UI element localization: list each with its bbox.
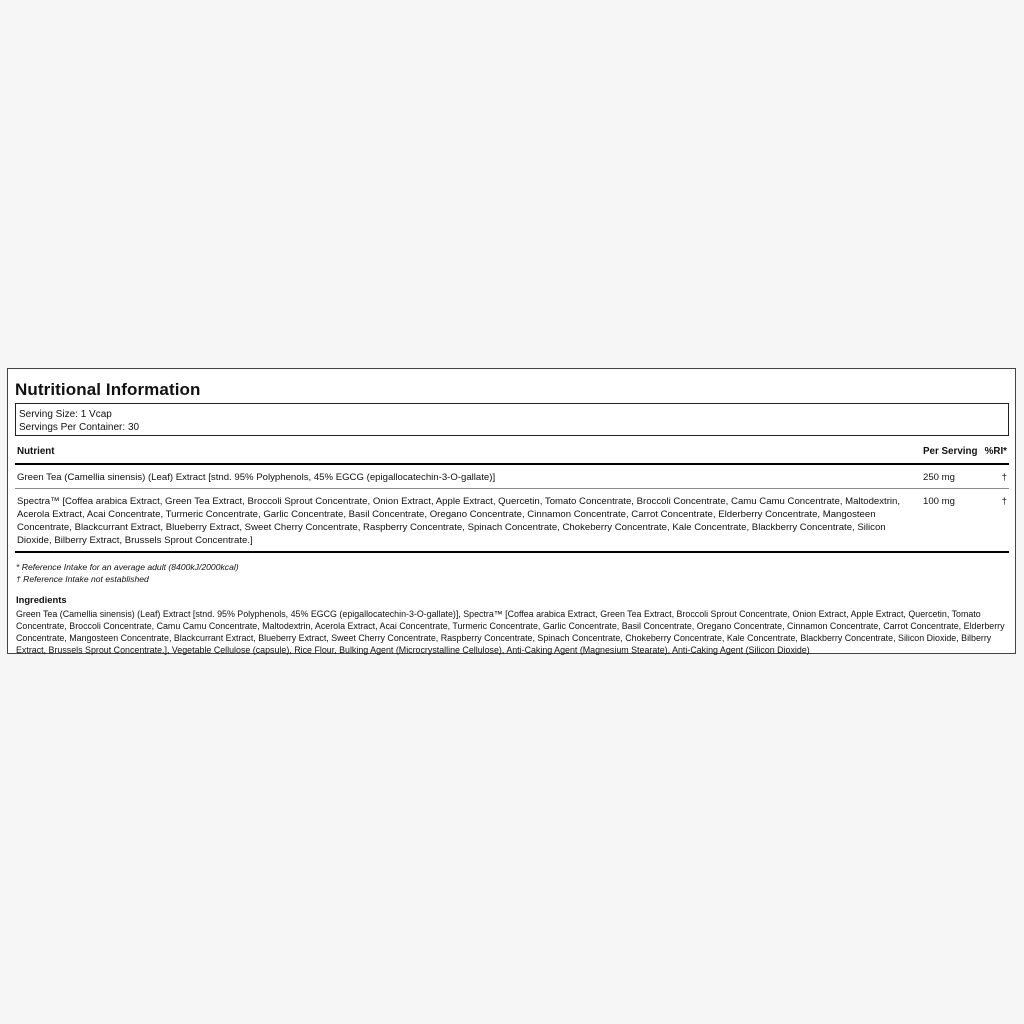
header-per-serving: Per Serving <box>923 446 978 457</box>
row-per-serving: 100 mg <box>923 496 955 507</box>
row-per-serving: 250 mg <box>923 472 955 483</box>
ingredients-text: Green Tea (Camellia sinensis) (Leaf) Extract [stnd. 95% Polyphenols, 45% EGCG (epigallocatechin-3-O-gallate)], Spectra™ [Coffea arabica Extract, Green Tea Extract, Broccoli Sprout Concentrate, Onion Extract, Apple Extract, Quercetin, Tomato Concentrate, Broccoli Concentrate, Camu Camu Concentrate, Maltodextrin, Acerola Extract, Acai Concentrate, Turmeric Concentrate, Garlic Concentrate, Basil Concentrate, Oregano Concentrate, Cinnamon Concentrate, Carrot Concentrate, Elderberry Concentrate, Mangosteen Concentrate, Blackcurrant Extract, Blueberry Extract, Sweet Cherry Concentrate, Raspberry Concentrate, Spinach Concentrate, Chokeberry Concentrate, Kale Concentrate, Blackberry Concentrate, Silicon Dioxide, Bilberry Extract, Brussels Sprout Concentrate.], Vegetable Cellulose (capsule), Rice Flour, Bulking Agent (Microcrystalline Cellulose), Anti-Caking Agent (Magnesium Stearate), Anti-Caking Agent (Silicon Dioxide) <box>16 609 1005 655</box>
footnotes <box>15 561 1009 585</box>
ingredients-heading: Ingredients <box>16 594 67 605</box>
footnote-not-established: † Reference Intake not established <box>16 574 149 584</box>
row-ri: † <box>1001 496 1007 507</box>
servings-per-container: Servings Per Container: 30 <box>19 422 140 433</box>
panel-title: Nutritional Information <box>15 380 201 399</box>
serving-size: Serving Size: 1 Vcap <box>19 409 112 420</box>
row-nutrient: Green Tea (Camellia sinensis) (Leaf) Extract [stnd. 95% Polyphenols, 45% EGCG (epigallocatechin-3-O-gallate)] <box>17 472 496 483</box>
table-header <box>15 445 1009 465</box>
header-nutrient: Nutrient <box>17 446 55 457</box>
footnote-reference-intake: * Reference Intake for an average adult (8400kJ/2000kcal) <box>16 562 239 572</box>
nutrition-panel <box>7 368 1016 654</box>
row-ri: † <box>1001 472 1007 483</box>
table-row <box>15 488 1009 551</box>
header-ri: %RI* <box>984 446 1007 457</box>
nutrient-table <box>15 445 1009 553</box>
row-nutrient: Spectra™ [Coffea arabica Extract, Green Tea Extract, Broccoli Sprout Concentrate, Onion Extract, Apple Extract, Quercetin, Tomato Concentrate, Broccoli Concentrate, Camu Camu Concentrate, Maltodextrin, Acerola Extract, Acai Concentrate, Turmeric Concentrate, Garlic Concentrate, Basil Concentrate, Oregano Concentrate, Cinnamon Concentrate, Carrot Concentrate, Elderberry Concentrate, Mangosteen Concentrate, Blackcurrant Extract, Blueberry Extract, Sweet Cherry Concentrate, Raspberry Concentrate, Spinach Concentrate, Chokeberry Concentrate, Kale Concentrate, Blackberry Concentrate, Silicon Dioxide, Bilberry Extract, Brussels Sprout Concentrate.] <box>17 496 901 546</box>
table-body <box>15 465 1009 553</box>
table-row <box>15 465 1009 488</box>
serving-info-box <box>15 403 1009 436</box>
